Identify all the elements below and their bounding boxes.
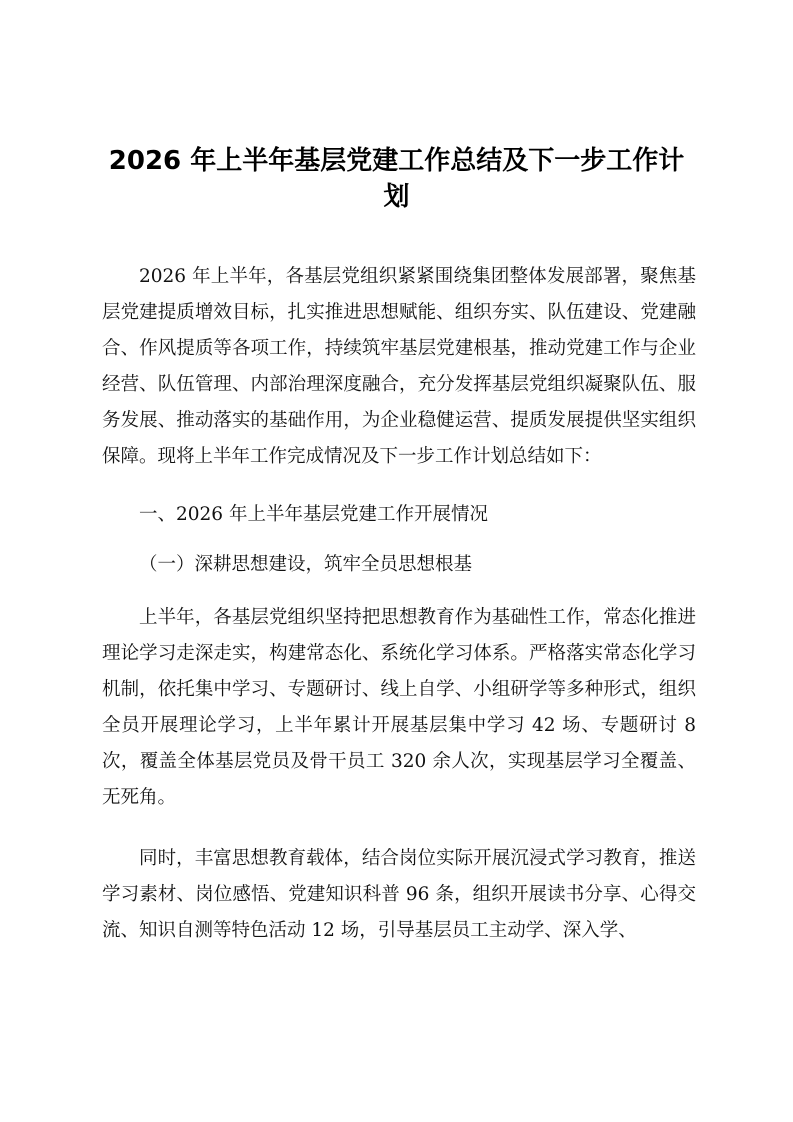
- subsection-heading: （一）深耕思想建设，筑牢全员思想根基: [139, 554, 473, 575]
- document-title: 2026 年上半年基层党建工作总结及下一步工作计划: [108, 146, 685, 212]
- section-heading: 一、2026 年上半年基层党建工作开展情况: [139, 504, 488, 525]
- body-paragraph: 同时，丰富思想教育载体，结合岗位实际开展沉浸式学习教育，推送学习素材、岗位感悟、党建知识科普 96 条，组织开展读书分享、心得交流、知识自测等特色活动 12 场，引导基层员工主动学、深入学、: [102, 848, 696, 941]
- body-paragraph: 上半年，各基层党组织坚持把思想教育作为基础性工作，常态化推进理论学习走深走实，构建常态化、系统化学习体系。严格落实常态化学习机制，依托集中学习、专题研讨、线上自学、小组研学等多种形式，组织全员开展理论学习，上半年累计开展基层集中学习 42 场、专题研讨 8 次，覆盖全体基层党员及骨干员工 320 余人次，实现基层学习全覆盖、无死角。: [102, 607, 696, 808]
- intro-paragraph: 2026 年上半年，各基层党组织紧紧围绕集团整体发展部署，聚焦基层党建提质增效目标，扎实推进思想赋能、组织夯实、队伍建设、党建融合、作风提质等各项工作，持续筑牢基层党建根基，推动党建工作与企业经营、队伍管理、内部治理深度融合，充分发挥基层党组织凝聚队伍、服务发展、推动落实的基础作用，为企业稳健运营、提质发展提供坚实组织保障。现将上半年工作完成情况及下一步工作计划总结如下：: [102, 266, 696, 467]
